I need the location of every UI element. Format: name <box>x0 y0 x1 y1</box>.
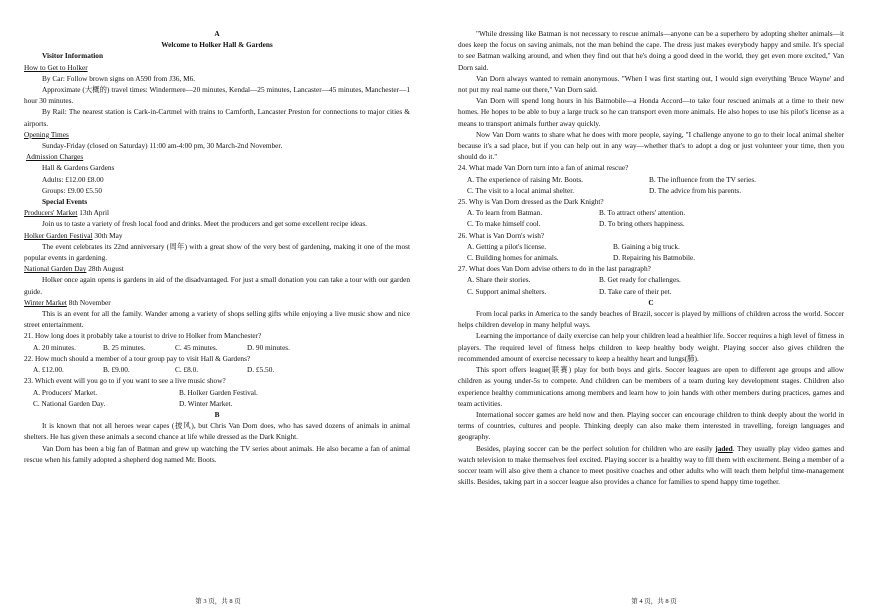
event-date: 28th August <box>86 264 124 274</box>
underlined-word-jaded: jaded <box>715 443 733 453</box>
question-23: 23. Which event will you go to if you want to see a live music show? <box>24 376 226 386</box>
section-a-heading: A <box>214 29 220 38</box>
option: B. Holker Garden Festival. <box>179 387 258 397</box>
option: C. National Garden Day. <box>33 398 106 408</box>
question-27-options <box>458 286 844 297</box>
left-column <box>24 28 410 465</box>
passage-b-paragraph: Van Dorn always wanted to remain anonymous. "When I was first starting out, I would sign everything 'Bruce Wayne' and not put my real name out there," Van Dorn said. <box>458 73 844 95</box>
passage-b-paragraph: Van Dorn has been a big fan of Batman and grew up watching the TV series about animals. He also became a fan of animal rescue when his family adopted a shepherd dog named Mr. Boots. <box>24 443 410 464</box>
by-rail-text: By Rail: The nearest station is Cark-in-Cartmel with trains to Carnforth, Lancaster Preston for connections to major cities & airports. <box>24 107 410 128</box>
option: C. The visit to a local animal shelter. <box>467 185 575 195</box>
option: A. 20 minutes. <box>33 342 76 352</box>
option: B. The influence from the TV series. <box>649 174 756 184</box>
passage-c-paragraph: Learning the importance of daily exercise can help your children lead a healthier life. Soccer requires a high level of fitness in players. The required level of fitness helps children to keep healthy body weight. Playing soccer also gives children the recommended amount of exercise necessary to keep a healthy heart and lungs(肺). <box>458 331 844 363</box>
event-date: 8th November <box>66 297 111 307</box>
event-date: 13th April <box>77 208 110 218</box>
passage-b-paragraph: "While dressing like Batman is not necessary to rescue animals—anyone can be a superhero by adopting shelter animals—it does keep the focus on saving animals, not the man behind the cape. The dress just makes everybody happy and smile. It's special to see Batman walking around, and when they find out that he's doing a good deed in the world, they get even more excited," Van Dorn said. <box>458 29 844 72</box>
option: C. 45 minutes. <box>175 342 218 352</box>
question-26: 26. What is Van Dorn's wish? <box>458 230 545 240</box>
question-27-options <box>458 274 844 285</box>
opening-times-text: Sunday-Friday (closed on Saturday) 11:00 am-4:00 pm, 30 March-2nd November. <box>42 141 283 151</box>
event-title: National Garden Day <box>24 264 87 274</box>
option: D. Winter Market. <box>179 398 233 408</box>
question-23-options <box>24 398 410 409</box>
question-22: 22. How much should a member of a tour group pay to visit Hall & Gardens? <box>24 353 251 363</box>
question-25-options <box>458 207 844 218</box>
question-24: 24. What made Van Dorn turn into a fan of animal rescue? <box>458 163 629 173</box>
question-24-options <box>458 185 844 196</box>
admission-row-3: Groups: £9.00 £5.50 <box>42 185 102 195</box>
event-text: Holker once again opens is gardens in aid of the disadvantaged. For just a small donation you can take a tour with our garden guide. <box>24 275 410 296</box>
section-c-heading: C <box>648 297 654 307</box>
passage-c-paragraph <box>458 443 844 488</box>
option: B. Get ready for challenges. <box>599 275 681 285</box>
question-22-options <box>24 364 410 375</box>
option: D. £5.50. <box>247 365 275 375</box>
question-24-options <box>458 174 844 185</box>
section-b-heading: B <box>214 409 220 419</box>
option: C. £8.0. <box>175 365 199 375</box>
passage-b-paragraph: It is known that not all heroes wear capes (披风), but Chris Van Dorn does, who has saved dozens of animals in animal shelters. He has given these animals a second chance at life while dressed as the Dark Knight. <box>24 421 410 442</box>
admission-heading: Admission Charges <box>26 152 84 162</box>
option: D. 90 minutes. <box>247 342 290 352</box>
option: C. Support animal shelters. <box>467 286 547 296</box>
event-date: 30th May <box>92 230 123 240</box>
event-title: Holker Garden Festival <box>24 230 93 240</box>
option: A. The experience of raising Mr. Boots. <box>467 174 583 184</box>
right-column <box>458 28 844 487</box>
event-text: The event celebrates its 22nd anniversary (周年) with a great show of the very best of gardening, making it one of the most popular events in gardening. <box>24 241 410 263</box>
passage-c-paragraph: International soccer games are held now and then. Playing soccer can encourage children to think deeply about the world in terms of countries, cultures and people. Thinking deeply can also make them interested in travelling, foreign languages and geography. <box>458 409 844 442</box>
travel-times-text: Approximate (大概的) travel times: Windermere—20 minutes, Kendal—25 minutes, Lancaster—45 minutes, Manchester—1 hour 30 minutes. <box>24 85 410 106</box>
admission-row-1: Hall & Gardens Gardens <box>42 163 115 173</box>
special-events-heading: Special Events <box>42 197 88 207</box>
event-garden-festival <box>24 230 410 241</box>
option: B. Gaining a big truck. <box>613 241 680 251</box>
question-26-options <box>458 252 844 263</box>
event-title: Winter Market <box>24 297 67 307</box>
option: D. The advice from his parents. <box>649 185 742 195</box>
event-text: Join us to taste a variety of fresh local food and drinks. Meet the producers and get some excellent recipe ideas. <box>42 219 368 229</box>
passage-c-paragraph: This sport offers league(联赛) play for both boys and girls. Soccer leagues are open to different age groups and allow children as young under-5s to compete. And children can be members of a team during key development stages. Children also experience healthy communications among members and learn how to join hands with other members during practices, games and team activities. <box>458 365 844 408</box>
passage-b-paragraph: Van Dorn will spend long hours in his Batmobile—a Honda Accord—to take four rescued animals at a time to their new homes. He hopes to be able to buy a large truck so he can transport even more animals. He also hopes to use his pilot's license as a means to transport animals further away quickly. <box>458 96 844 128</box>
passage-c-paragraph: From local parks in America to the sandy beaches of Brazil, soccer is played by millions of children across the world. Soccer helps children develop in many helpful ways. <box>458 309 844 330</box>
event-title: Producers' Market <box>24 208 78 218</box>
passage-b-paragraph: Now Van Dorn wants to share what he does with more people, saying, "I challenge anyone to go to their local animal shelter because it's a sad place, but if you can help out in any way—whether that's to adopt a dog or just volunteer your time, then you should do it." <box>458 129 844 162</box>
option: A. Producers' Market. <box>33 387 98 397</box>
option: B. £9.00. <box>103 365 130 375</box>
question-21-options <box>24 342 410 353</box>
opening-times-heading: Opening Times <box>24 129 69 139</box>
option: A. Share their stories. <box>467 275 531 285</box>
option: B. To attract others' attention. <box>599 208 686 218</box>
question-27: 27. What does Van Dorn advise others to do in the last paragraph? <box>458 264 651 274</box>
question-23-options <box>24 387 410 398</box>
option: C. Building homes for animals. <box>467 253 559 263</box>
page-number-right: 第 4 页，共 8 页 <box>631 598 677 605</box>
event-producers-market <box>24 207 410 218</box>
option: A. £12.00. <box>33 365 64 375</box>
question-21: 21. How long does it probably take a tourist to drive to Holker from Manchester? <box>24 331 262 341</box>
question-26-options <box>458 241 844 252</box>
option: C. To make himself cool. <box>467 219 541 229</box>
option: D. Repairing his Batmobile. <box>613 253 696 263</box>
question-25-options <box>458 218 844 229</box>
option: D. To bring others happiness. <box>599 219 685 229</box>
paragraph-text: Besides, playing soccer can be the perfect solution for children who are easily <box>476 443 716 453</box>
option: B. 25 minutes. <box>103 342 146 352</box>
event-text: This is an event for all the family. Wander among a variety of shops selling gifts while enjoying a live music show and nice street entertainment. <box>24 309 410 330</box>
page-number-left: 第 3 页，共 8 页 <box>195 598 241 605</box>
option: A. Getting a pilot's license. <box>467 241 547 251</box>
question-25: 25. Why is Van Dorn dressed as the Dark Knight? <box>458 197 604 207</box>
passage-a-title: Welcome to Holker Hall & Gardens <box>161 40 273 50</box>
option: A. To learn from Batman. <box>467 208 543 218</box>
by-car-text: By Car: Follow brown signs on A590 from J36, M6. <box>42 73 196 83</box>
visitor-info-heading: Visitor Information <box>42 51 104 61</box>
event-national-garden-day <box>24 263 410 274</box>
option: D. Take care of their pet. <box>599 286 672 296</box>
event-winter-market <box>24 297 410 308</box>
how-to-get-heading: How to Get to Holker <box>24 62 88 72</box>
paragraph-text: . They usually play video games and watch television to make themselves feel excited. Playing soccer is a healthy way to fill them with excitement. Being a member of a soccer team will also give them a chance to meet positive coaches and other adults who will teach them helpful time-management skills. Besides, taking part in a soccer league also provides a chance for families to spend happy time together. <box>458 443 844 487</box>
admission-row-2: Adults: £12.00 £8.00 <box>42 174 104 184</box>
